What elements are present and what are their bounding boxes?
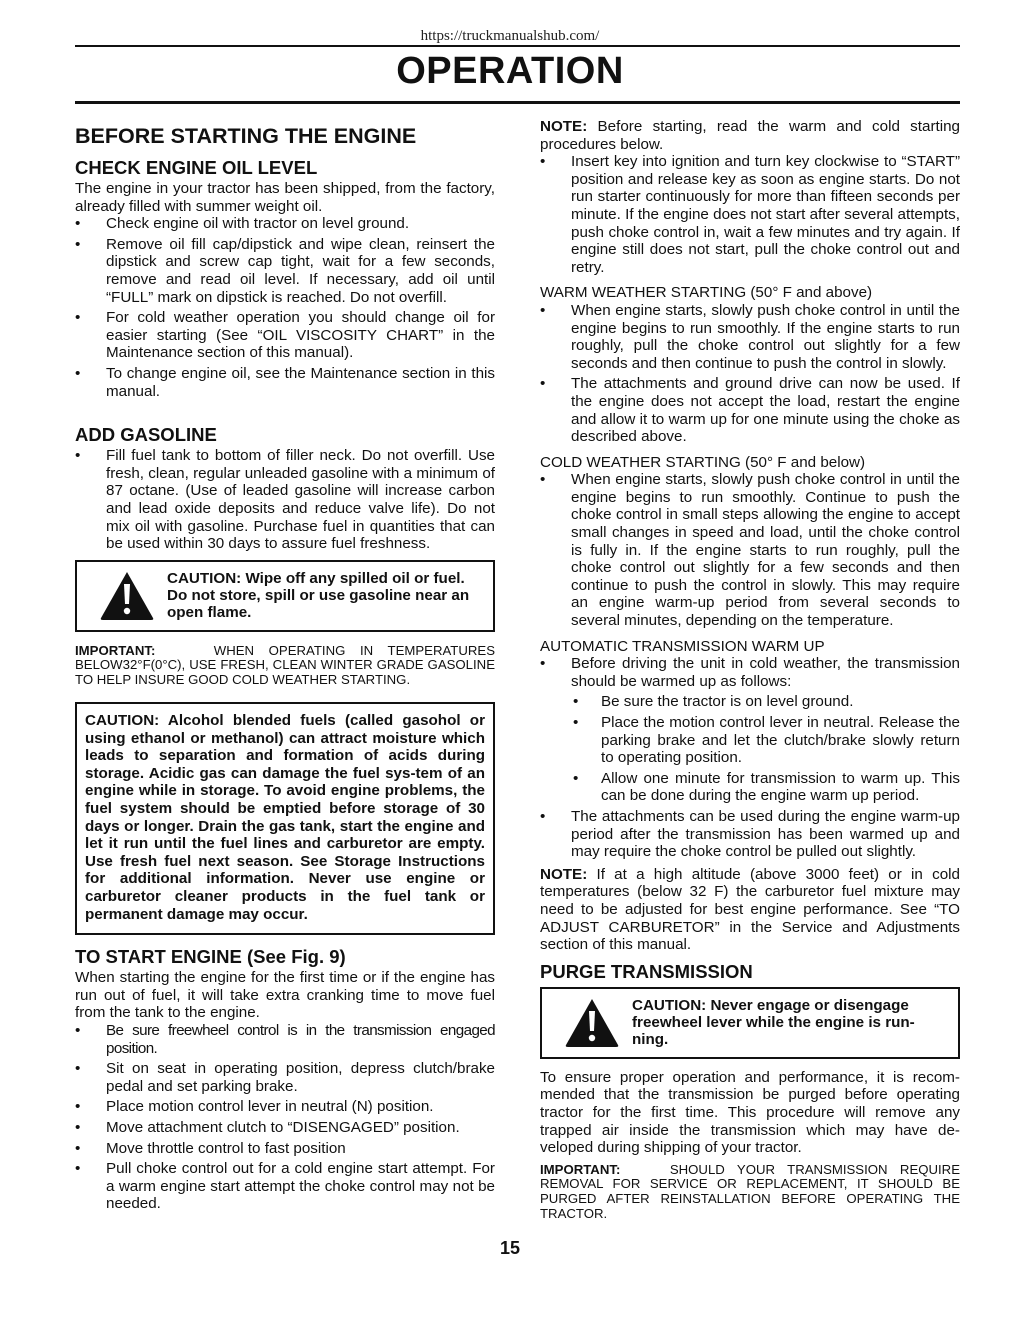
oil-bullets — [75, 215, 495, 400]
header-rule-bottom — [75, 101, 960, 104]
heading-cold-weather: COLD WEATHER STARTING (50° F and below) — [540, 453, 866, 471]
heading-purge-transmission: PURGE TRANSMISSION — [540, 960, 753, 982]
important-label: IMPORTANT: — [540, 1161, 621, 1177]
list-item: • The attachments and ground drive can now be used. If the engine does not accept the load, restart the engine and allow it to warm up for one minute using the choke as described above. — [540, 375, 960, 445]
heading-check-oil: CHECK ENGINE OIL LEVEL — [75, 157, 318, 178]
list-item: • Sit on seat in operating position, depress clutch/brake pedal and set parking brake. — [75, 1060, 495, 1095]
heading-to-start-engine: TO START ENGINE (See Fig. 9) — [75, 946, 346, 968]
gas-bullets — [75, 447, 495, 553]
purge-text: To ensure proper operation and performance, it is recom-mended that the transmission be purged before operating tractor for the first time. This procedure will remove any trapped air inside the transmission which may have de-veloped during shipping of your tractor. — [540, 1068, 960, 1157]
list-item: • Place motion control lever in neutral (N) position. — [75, 1098, 495, 1116]
list-item: • Pull choke control out for a cold engine start attempt. For a warm engine start attempt the choke control may not be needed. — [75, 1160, 495, 1213]
left-column — [75, 118, 495, 1216]
auto-bullets — [540, 655, 960, 861]
list-item — [540, 655, 960, 805]
list-item: • When engine starts, slowly push choke control in until the engine begins to run smoothly. If the engine starts to run roughly, pull the choke control out slightly for a few seconds and then continue to push the control in slowly. — [540, 302, 960, 372]
note-high-altitude — [540, 866, 960, 954]
cold-bullets — [540, 471, 960, 629]
important-text: SHOULD YOUR TRANSMISSION REQUIRE REMOVAL FOR SERVICE OR REPLACEMENT, IT SHOULD BE PURGED AFTER REINSTALLATION BEFORE OPERATING THE TRACTOR. — [540, 1161, 961, 1222]
header-rule-top — [75, 45, 960, 47]
source-url[interactable]: https://truckmanualshub.com/ — [420, 28, 600, 44]
page-title: OPERATION — [396, 50, 624, 92]
note-text: Before starting, read the warm and cold starting procedures below. — [540, 118, 960, 153]
key-bullets — [540, 153, 960, 276]
important-note-winter — [75, 644, 495, 688]
list-item: • The attachments can be used during the engine warm-up period after the transmission has been warmed up and may require the choke control be pulled out slightly. — [540, 808, 960, 861]
list-item: • Move throttle control to fast position — [75, 1140, 495, 1158]
list-item: • Check engine oil with tractor on level ground. — [75, 215, 495, 233]
section-title-before-starting: BEFORE STARTING THE ENGINE — [75, 124, 417, 148]
start-intro: When starting the engine for the first time or if the engine has run out of fuel, it will take extra cranking time to move fuel from the tank to the engine. — [75, 969, 495, 1022]
heading-auto-transmission: AUTOMATIC TRANSMISSION WARM UP — [540, 637, 825, 655]
note-text: If at a high altitude (above 3000 feet) or in cold temperatures (below 32 F) the carburetor fuel mixture may need to be adjusted for best engine performance. See “TO ADJUST CARBURETOR” in the Service and Adjustments section of this manual. — [540, 865, 960, 954]
important-note-purge — [540, 1163, 960, 1222]
caution-box-freewheel — [540, 987, 960, 1059]
caution-box-alcohol: CAUTION: Alcohol blended fuels (called gasohol or using ethanol or methanol) can attract moisture which leads to separation and formation of acids during storage. Acidic gas can damage the fuel sys-tem of an engine while in storage. To avoid engine problems, the fuel system should be emptied before storage of 30 days or longer. Drain the gas tank, start the engine and let it run until the fuel lines and carburetor are empty. Use fresh fuel next season. See Storage Instructions for additional information. Never use engine or carburetor cleaner products in the fuel tank or permanent damage may occur. — [75, 702, 495, 935]
warm-bullets — [540, 302, 960, 446]
warning-icon — [552, 997, 632, 1049]
heading-add-gasoline: ADD GASOLINE — [75, 424, 217, 446]
right-column — [540, 118, 960, 1222]
list-item: • Insert key into ignition and turn key clockwise to “START” position and release key as soon as engine starts. Do not run starter continuously for more than fifteen seconds per minute. If the engine does not start after several attempts, push choke control in, wait a few minutes and try again. If engine still does not start, pull the choke control out and retry. — [540, 153, 960, 276]
list-item: • Remove oil fill cap/dipstick and wipe clean, reinsert the dipstick and screw cap tight, wait for a few seconds, remove and read oil level. If necessary, add oil until “FULL” mark on dipstick is reached. Do not overfill. — [75, 236, 495, 306]
note-label: NOTE: — [540, 118, 588, 135]
warning-icon — [87, 570, 167, 622]
list-item: • Fill fuel tank to bottom of filler neck. Do not overfill. Use fresh, clean, regular unleaded gasoline with a minimum of 87 octane. (Use of leaded gasoline will increase carbon and lead oxide deposits and reduce valve life). Do not mix oil with gasoline. Purchase fuel in quantities that can be used within 30 days to assure fuel freshness. — [75, 447, 495, 553]
list-item: • For cold weather operation you should change oil for easier starting (See “OIL VISCOSITY CHART” in the Maintenance section of this manual). — [75, 309, 495, 362]
note-before-starting — [540, 118, 960, 153]
caution-box-spill — [75, 560, 495, 632]
list-item: • Be sure freewheel control is in the transmission engaged position. — [75, 1022, 495, 1057]
list-item: • When engine starts, slowly push choke control in until the engine begins to run smoothly. Continue to push the choke control in small steps allowing the engine to accept small changes in speed and load, until the choke control is fully in. If the engine starts to run roughly, pull the choke control out slightly for a few seconds and then continue to push the control in slowly. This may require an engine warm-up period from several seconds to several minutes, depending on the temperature. — [540, 471, 960, 629]
caution-text: CAUTION: Wipe off any spilled oil or fuel. Do not store, spill or use gasoline near an open flame. — [167, 570, 470, 622]
start-bullets — [75, 1022, 495, 1213]
oil-intro: The engine in your tractor has been shipped, from the factory, already filled with summer weight oil. — [75, 180, 495, 215]
important-label: IMPORTANT: — [75, 642, 156, 658]
auto-bullet-text: Before driving the unit in cold weather, the transmission should be warmed up as follows: — [571, 655, 960, 690]
list-item: • Move attachment clutch to “DISENGAGED” position. — [75, 1119, 495, 1137]
page-number: 15 — [499, 1238, 521, 1258]
list-item: • Allow one minute for transmission to warm up. This can be done during the engine warm up period. — [571, 770, 960, 805]
auto-sub-bullets — [571, 693, 960, 805]
caution-text: CAUTION: Never engage or disengage freewheel lever while the engine is run-ning. — [632, 997, 915, 1049]
note-label: NOTE: — [540, 865, 588, 883]
important-text: WHEN OPERATING IN TEMPERATURES BELOW32°F(0°C), USE FRESH, CLEAN WINTER GRADE GASOLINE TO HELP INSURE GOOD COLD WEATHER STARTING. — [75, 642, 495, 688]
list-item: • Place the motion control lever in neutral. Release the parking brake and let the clutch/brake slowly return to operating position. — [571, 714, 960, 767]
list-item: • Be sure the tractor is on level ground. — [571, 693, 960, 711]
list-item: • To change engine oil, see the Maintenance section in this manual. — [75, 365, 495, 400]
heading-warm-weather: WARM WEATHER STARTING (50° F and above) — [540, 284, 873, 302]
